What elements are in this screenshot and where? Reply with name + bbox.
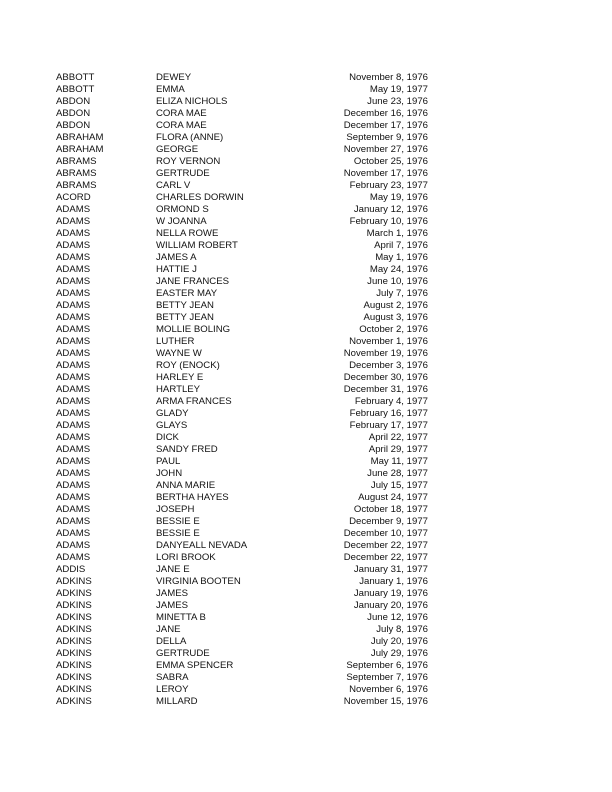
first-name-cell: HATTIE J — [156, 264, 197, 275]
date-cell: November 1, 1976 — [349, 336, 428, 347]
first-name-cell: LEROY — [156, 684, 189, 695]
first-name-cell: ROY VERNON — [156, 156, 221, 167]
date-cell: December 22, 1977 — [343, 552, 428, 563]
last-name-cell: ABRAMS — [56, 180, 97, 191]
record-row — [56, 528, 428, 540]
date-cell: January 31, 1977 — [353, 564, 428, 575]
date-cell: June 10, 1976 — [367, 276, 428, 287]
last-name-cell: ADAMS — [56, 252, 91, 263]
date-cell: December 16, 1976 — [343, 108, 428, 119]
date-cell: May 1, 1976 — [375, 252, 428, 263]
record-row — [56, 228, 428, 240]
date-cell: February 16, 1977 — [349, 408, 428, 419]
last-name-cell: ADAMS — [56, 480, 91, 491]
record-row — [56, 624, 428, 636]
record-row — [56, 156, 428, 168]
date-cell: September 9, 1976 — [346, 132, 428, 143]
date-cell: December 10, 1977 — [343, 528, 428, 539]
date-cell: October 25, 1976 — [353, 156, 428, 167]
last-name-cell: ADAMS — [56, 216, 91, 227]
record-row — [56, 480, 428, 492]
date-cell: March 1, 1976 — [366, 228, 428, 239]
last-name-cell: ADAMS — [56, 228, 91, 239]
last-name-cell: ADKINS — [56, 660, 92, 671]
first-name-cell: MILLARD — [156, 696, 198, 707]
record-row — [56, 660, 428, 672]
first-name-cell: EASTER MAY — [156, 288, 218, 299]
date-cell: May 19, 1977 — [369, 84, 428, 95]
last-name-cell: ADAMS — [56, 372, 91, 383]
date-cell: April 29, 1977 — [368, 444, 428, 455]
date-cell: July 29, 1976 — [370, 648, 428, 659]
first-name-cell: BETTY JEAN — [156, 300, 214, 311]
last-name-cell: ADAMS — [56, 468, 91, 479]
last-name-cell: ADKINS — [56, 588, 92, 599]
record-row — [56, 372, 428, 384]
first-name-cell: CORA MAE — [156, 108, 207, 119]
last-name-cell: ABRAHAM — [56, 132, 104, 143]
date-cell: October 18, 1977 — [353, 504, 428, 515]
date-cell: January 1, 1976 — [359, 576, 428, 587]
last-name-cell: ADAMS — [56, 240, 91, 251]
last-name-cell: ADKINS — [56, 636, 92, 647]
first-name-cell: JAMES A — [156, 252, 197, 263]
date-cell: November 27, 1976 — [343, 144, 428, 155]
date-cell: December 17, 1976 — [343, 120, 428, 131]
first-name-cell: EMMA SPENCER — [156, 660, 234, 671]
last-name-cell: ADAMS — [56, 324, 91, 335]
record-row — [56, 648, 428, 660]
date-cell: August 3, 1976 — [363, 312, 428, 323]
date-cell: November 6, 1976 — [349, 684, 428, 695]
first-name-cell: LUTHER — [156, 336, 195, 347]
record-row — [56, 252, 428, 264]
date-cell: June 23, 1976 — [367, 96, 428, 107]
first-name-cell: MINETTA B — [156, 612, 206, 623]
first-name-cell: SABRA — [156, 672, 189, 683]
first-name-cell: SANDY FRED — [156, 444, 218, 455]
last-name-cell: ADAMS — [56, 360, 91, 371]
date-cell: November 15, 1976 — [343, 696, 428, 707]
record-row — [56, 504, 428, 516]
first-name-cell: JAMES — [156, 600, 188, 611]
record-row — [56, 576, 428, 588]
first-name-cell: JANE — [156, 624, 181, 635]
first-name-cell: JOHN — [156, 468, 183, 479]
record-row — [56, 612, 428, 624]
last-name-cell: ADAMS — [56, 492, 91, 503]
record-row — [56, 588, 428, 600]
last-name-cell: ADAMS — [56, 444, 91, 455]
date-cell: January 20, 1976 — [353, 600, 428, 611]
date-cell: July 7, 1976 — [376, 288, 428, 299]
date-cell: November 8, 1976 — [349, 72, 428, 83]
first-name-cell: DEWEY — [156, 72, 192, 83]
record-row — [56, 72, 428, 84]
record-row — [56, 684, 428, 696]
date-cell: September 7, 1976 — [346, 672, 428, 683]
record-row — [56, 456, 428, 468]
first-name-cell: JOSEPH — [156, 504, 195, 515]
first-name-cell: JANE E — [156, 564, 190, 575]
last-name-cell: ABBOTT — [56, 84, 95, 95]
date-cell: December 22, 1977 — [343, 540, 428, 551]
record-row — [56, 636, 428, 648]
last-name-cell: ADAMS — [56, 540, 91, 551]
first-name-cell: MOLLIE BOLING — [156, 324, 231, 335]
last-name-cell: ADAMS — [56, 516, 91, 527]
last-name-cell: ADKINS — [56, 684, 92, 695]
first-name-cell: CORA MAE — [156, 120, 207, 131]
first-name-cell: EMMA — [156, 84, 185, 95]
last-name-cell: ADKINS — [56, 696, 92, 707]
last-name-cell: ABRAHAM — [56, 144, 104, 155]
record-row — [56, 180, 428, 192]
last-name-cell: ABDON — [56, 120, 91, 131]
last-name-cell: ADDIS — [56, 564, 86, 575]
record-row — [56, 540, 428, 552]
first-name-cell: JAMES — [156, 588, 188, 599]
last-name-cell: ADKINS — [56, 576, 92, 587]
last-name-cell: ADAMS — [56, 528, 91, 539]
record-row — [56, 348, 428, 360]
date-cell: April 7, 1976 — [374, 240, 428, 251]
date-cell: May 11, 1977 — [370, 456, 428, 467]
last-name-cell: ADAMS — [56, 456, 91, 467]
date-cell: June 28, 1977 — [367, 468, 428, 479]
date-cell: December 31, 1976 — [343, 384, 428, 395]
first-name-cell: GERTRUDE — [156, 648, 210, 659]
last-name-cell: ADAMS — [56, 384, 91, 395]
first-name-cell: JANE FRANCES — [156, 276, 230, 287]
record-row — [56, 564, 428, 576]
first-name-cell: GERTRUDE — [156, 168, 210, 179]
date-cell: August 2, 1976 — [363, 300, 428, 311]
record-row — [56, 240, 428, 252]
record-row — [56, 132, 428, 144]
record-row — [56, 96, 428, 108]
last-name-cell: ADAMS — [56, 504, 91, 515]
first-name-cell: LORI BROOK — [156, 552, 216, 563]
record-row — [56, 360, 428, 372]
record-row — [56, 120, 428, 132]
date-cell: May 19, 1976 — [369, 192, 428, 203]
date-cell: August 24, 1977 — [358, 492, 428, 503]
first-name-cell: W JOANNA — [156, 216, 207, 227]
date-cell: January 12, 1976 — [353, 204, 428, 215]
last-name-cell: ADAMS — [56, 396, 91, 407]
last-name-cell: ACORD — [56, 192, 91, 203]
record-row — [56, 468, 428, 480]
first-name-cell: ORMOND S — [156, 204, 209, 215]
first-name-cell: WAYNE W — [156, 348, 202, 359]
record-row — [56, 108, 428, 120]
date-cell: July 20, 1976 — [370, 636, 428, 647]
record-row — [56, 324, 428, 336]
record-row — [56, 552, 428, 564]
record-row — [56, 444, 428, 456]
last-name-cell: ADAMS — [56, 552, 91, 563]
record-row — [56, 420, 428, 432]
date-cell: July 15, 1977 — [370, 480, 428, 491]
record-row — [56, 216, 428, 228]
first-name-cell: ELIZA NICHOLS — [156, 96, 228, 107]
first-name-cell: DANYEALL NEVADA — [156, 540, 248, 551]
first-name-cell: WILLIAM ROBERT — [156, 240, 238, 251]
date-cell: October 2, 1976 — [359, 324, 428, 335]
first-name-cell: HARTLEY — [156, 384, 201, 395]
record-row — [56, 312, 428, 324]
date-cell: February 17, 1977 — [349, 420, 428, 431]
first-name-cell: GLAYS — [156, 420, 188, 431]
date-cell: February 23, 1977 — [349, 180, 428, 191]
last-name-cell: ADAMS — [56, 276, 91, 287]
first-name-cell: VIRGINIA BOOTEN — [156, 576, 241, 587]
first-name-cell: GEORGE — [156, 144, 199, 155]
last-name-cell: ADAMS — [56, 348, 91, 359]
record-row — [56, 384, 428, 396]
last-name-cell: ADKINS — [56, 648, 92, 659]
last-name-cell: ABDON — [56, 108, 91, 119]
last-name-cell: ADAMS — [56, 264, 91, 275]
record-row — [56, 408, 428, 420]
first-name-cell: BETTY JEAN — [156, 312, 214, 323]
record-row — [56, 672, 428, 684]
record-row — [56, 264, 428, 276]
death-records-list — [56, 72, 428, 708]
last-name-cell: ADKINS — [56, 600, 92, 611]
last-name-cell: ADAMS — [56, 408, 91, 419]
first-name-cell: PAUL — [156, 456, 181, 467]
last-name-cell: ADKINS — [56, 624, 92, 635]
record-row — [56, 492, 428, 504]
last-name-cell: ADAMS — [56, 288, 91, 299]
date-cell: February 4, 1977 — [354, 396, 428, 407]
first-name-cell: FLORA (ANNE) — [156, 132, 224, 143]
record-row — [56, 192, 428, 204]
first-name-cell: GLADY — [156, 408, 189, 419]
last-name-cell: ABRAMS — [56, 156, 97, 167]
first-name-cell: ROY (ENOCK) — [156, 360, 220, 371]
first-name-cell: CARL V — [156, 180, 191, 191]
last-name-cell: ABBOTT — [56, 72, 95, 83]
date-cell: January 19, 1976 — [353, 588, 428, 599]
last-name-cell: ADAMS — [56, 336, 91, 347]
record-row — [56, 696, 428, 708]
date-cell: February 10, 1976 — [349, 216, 428, 227]
date-cell: June 12, 1976 — [367, 612, 428, 623]
first-name-cell: DICK — [156, 432, 179, 443]
last-name-cell: ABDON — [56, 96, 91, 107]
date-cell: April 22, 1977 — [368, 432, 428, 443]
record-row — [56, 84, 428, 96]
record-row — [56, 204, 428, 216]
date-cell: September 6, 1976 — [346, 660, 428, 671]
record-row — [56, 336, 428, 348]
first-name-cell: BESSIE E — [156, 528, 200, 539]
record-row — [56, 432, 428, 444]
date-cell: December 3, 1976 — [349, 360, 428, 371]
date-cell: November 17, 1976 — [343, 168, 428, 179]
record-row — [56, 300, 428, 312]
date-cell: July 8, 1976 — [376, 624, 428, 635]
last-name-cell: ADKINS — [56, 672, 92, 683]
last-name-cell: ABRAMS — [56, 168, 97, 179]
date-cell: May 24, 1976 — [369, 264, 428, 275]
last-name-cell: ADAMS — [56, 204, 91, 215]
record-row — [56, 276, 428, 288]
last-name-cell: ADAMS — [56, 312, 91, 323]
first-name-cell: BERTHA HAYES — [156, 492, 229, 503]
date-cell: December 9, 1977 — [349, 516, 428, 527]
last-name-cell: ADAMS — [56, 420, 91, 431]
last-name-cell: ADAMS — [56, 300, 91, 311]
record-row — [56, 396, 428, 408]
first-name-cell: BESSIE E — [156, 516, 200, 527]
record-row — [56, 516, 428, 528]
date-cell: November 19, 1976 — [343, 348, 428, 359]
record-row — [56, 288, 428, 300]
date-cell: December 30, 1976 — [343, 372, 428, 383]
first-name-cell: NELLA ROWE — [156, 228, 219, 239]
first-name-cell: CHARLES DORWIN — [156, 192, 244, 203]
first-name-cell: ARMA FRANCES — [156, 396, 232, 407]
first-name-cell: HARLEY E — [156, 372, 204, 383]
first-name-cell: DELLA — [156, 636, 187, 647]
last-name-cell: ADKINS — [56, 612, 92, 623]
last-name-cell: ADAMS — [56, 432, 91, 443]
record-row — [56, 168, 428, 180]
record-row — [56, 600, 428, 612]
first-name-cell: ANNA MARIE — [156, 480, 216, 491]
record-row — [56, 144, 428, 156]
